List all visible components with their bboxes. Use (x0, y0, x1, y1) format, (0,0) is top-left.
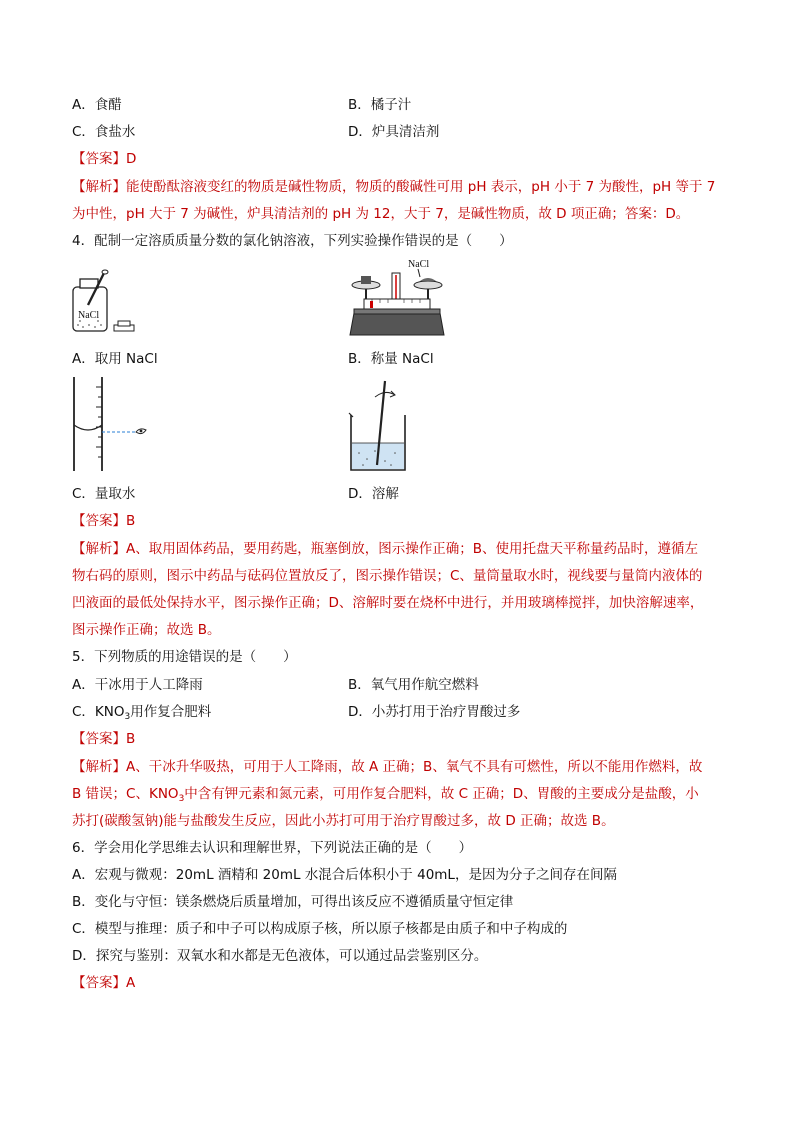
q3-analysis-line-2: 为中性，pH 大于 7 为碱性，炉具清洁剂的 pH 为 12，大于 7，是碱性物质，故 D 项正确；答案：D。 (72, 206, 690, 222)
q3-answer (72, 149, 136, 169)
q5-analysis-line-3: 苏打(碳酸氢钠)能与盐酸发生反应，因此小苏打可用于治疗胃酸过多，故 D 正确；故选 B。 (72, 813, 615, 829)
analysis-text: A、取用固体药品，要用药匙，瓶塞倒放，图示操作正确；B、使用托盘天平称量药品时，遵循左 (126, 541, 698, 557)
answer-tag: 【答案】 (72, 975, 126, 991)
balance-figure (348, 255, 448, 340)
answer-value: B (126, 731, 136, 747)
q6-stem: 6．学会用化学思维去认识和理解世界，下列说法正确的是（ ） (72, 840, 473, 856)
q4-caption-a: A．取用 NaCl (72, 351, 158, 367)
analysis-text: A、干冰升华吸热，可用于人工降雨，故 A 正确；B、氧气不具有可燃性，所以不能用作燃料，故 (126, 759, 703, 775)
balance-label: NaCl (408, 259, 430, 270)
q5-stem: 5．下列物质的用途错误的是（ ） (72, 649, 297, 665)
q3-option-b: B．橘子汁 (348, 97, 412, 113)
q4-analysis-line-2: 物右码的原则，图示中药品与砝码位置放反了，图示操作错误；C、量筒量取水时，视线要与量筒内液体的 (72, 568, 703, 584)
q4-analysis-line-1 (72, 539, 698, 559)
q4-analysis-line-3: 凹液面的最低处保持水平，图示操作正确；D、溶解时要在烧杯中进行，并用玻璃棒搅拌，加快溶解速率， (72, 595, 704, 611)
option-text: C．KNO (72, 704, 125, 720)
analysis-text: B 错误；C、KNO (72, 786, 179, 802)
q5-option-b: B．氧气用作航空燃料 (348, 677, 479, 693)
q6-option-c: C．模型与推理：质子和中子可以构成原子核，所以原子核都是由质子和中子构成的 (72, 921, 568, 937)
q4-caption-b: B．称量 NaCl (348, 351, 434, 367)
analysis-text: 能使酚酞溶液变红的物质是碱性物质，物质的酸碱性可用 pH 表示，pH 小于 7 为酸性，pH 等于 7 (126, 179, 716, 195)
q5-analysis-line-2 (72, 784, 699, 809)
answer-value: A (126, 975, 136, 991)
q4-stem: 4．配制一定溶质质量分数的氯化钠溶液，下列实验操作错误的是（ ） (72, 233, 513, 249)
q5-option-a: A．干冰用于人工降雨 (72, 677, 203, 693)
subscript: 3 (178, 794, 185, 804)
answer-tag: 【答案】 (72, 151, 126, 167)
analysis-tag: 【解析】 (72, 179, 126, 195)
reagent-label: NaCl (78, 310, 100, 321)
q4-caption-c: C．量取水 (72, 486, 136, 502)
reagent-bottle-figure (68, 265, 148, 340)
subscript: 3 (124, 712, 131, 722)
answer-tag: 【答案】 (72, 513, 126, 529)
q5-option-d: D．小苏打用于治疗胃酸过多 (348, 704, 521, 720)
q3-option-c: C．食盐水 (72, 124, 136, 140)
option-text: 用作复合肥料 (130, 704, 212, 720)
answer-value: B (126, 513, 136, 529)
analysis-tag: 【解析】 (72, 759, 126, 775)
answer-tag: 【答案】 (72, 731, 126, 747)
analysis-text: 中含有钾元素和氮元素，可用作复合肥料，故 C 正确；D、胃酸的主要成分是盐酸，小 (184, 786, 699, 802)
q5-answer (72, 729, 135, 749)
q5-analysis-line-1 (72, 757, 702, 777)
q3-option-a: A．食醋 (72, 97, 122, 113)
analysis-tag: 【解析】 (72, 541, 126, 557)
graduated-cylinder-figure (68, 375, 158, 475)
q4-analysis-line-4: 图示操作正确；故选 B。 (72, 622, 221, 638)
answer-value: D (126, 151, 137, 167)
beaker-figure (345, 375, 415, 475)
q6-option-d: D．探究与鉴别：双氧水和水都是无色液体，可以通过品尝鉴别区分。 (72, 948, 488, 964)
q6-option-b: B．变化与守恒：镁条燃烧后质量增加，可得出该反应不遵循质量守恒定律 (72, 894, 514, 910)
q3-analysis-line-1 (72, 177, 715, 197)
q4-answer (72, 511, 135, 531)
q3-option-d: D．炉具清洁剂 (348, 124, 440, 140)
q5-option-c (72, 702, 211, 727)
q4-caption-d: D．溶解 (348, 486, 399, 502)
q6-answer (72, 973, 135, 993)
q6-option-a: A．宏观与微观：20mL 酒精和 20mL 水混合后体积小于 40mL，是因为分子之间存在间隔 (72, 867, 617, 883)
